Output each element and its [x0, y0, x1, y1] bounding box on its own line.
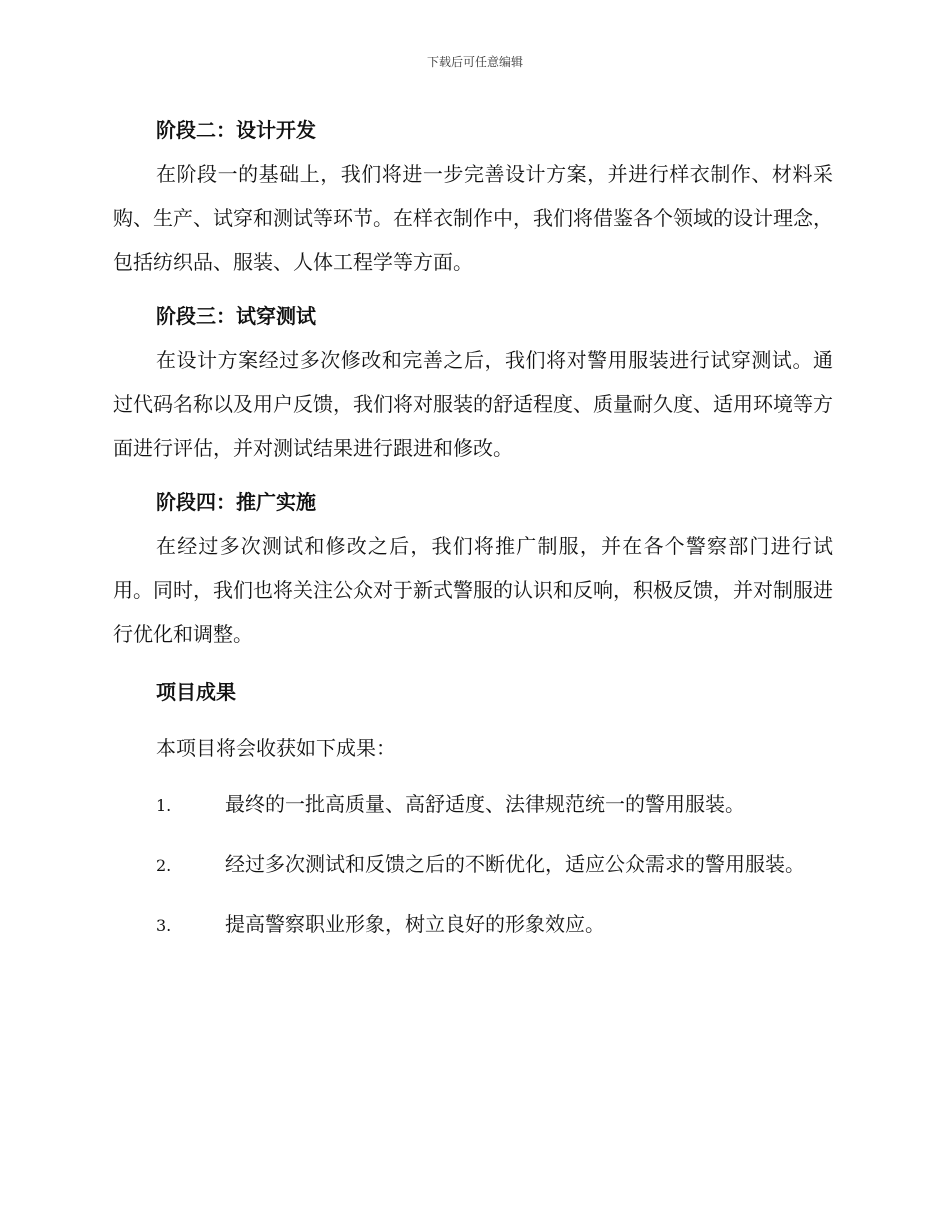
results-intro: 本项目将会收获如下成果： — [156, 736, 396, 760]
list-item-text: 提高警察职业形象，树立良好的形象效应。 — [225, 912, 605, 936]
document-body — [113, 108, 833, 962]
list-item — [113, 842, 833, 888]
list-item-number: 1. — [156, 796, 172, 815]
stage2-paragraph: 在阶段一的基础上，我们将进一步完善设计方案，并进行样衣制作、材料采购、生产、试穿和测试等环节。在样衣制作中，我们将借鉴各个领域的设计理念，包括纺织品、服装、人体工程学等方面。 — [113, 162, 833, 274]
results-list — [113, 782, 833, 948]
stage3-paragraph: 在设计方案经过多次修改和完善之后，我们将对警用服装进行试穿测试。通过代码名称以及用户反馈，我们将对服装的舒适程度、质量耐久度、适用环境等方面进行评估，并对测试结果进行跟进和修改。 — [113, 348, 833, 460]
list-item-text: 经过多次测试和反馈之后的不断优化，适应公众需求的警用服装。 — [225, 852, 805, 876]
list-item — [113, 902, 833, 948]
list-item-text: 最终的一批高质量、高舒适度、法律规范统一的警用服装。 — [225, 792, 745, 816]
page-header: 下载后可任意编辑 — [426, 55, 523, 69]
stage3-heading: 阶段三：试穿测试 — [156, 304, 316, 328]
list-item-number: 2. — [156, 856, 172, 875]
list-item-number: 3. — [156, 916, 172, 935]
list-item — [113, 782, 833, 828]
stage2-heading: 阶段二：设计开发 — [156, 118, 316, 142]
stage4-paragraph: 在经过多次测试和修改之后，我们将推广制服，并在各个警察部门进行试用。同时，我们也将关注公众对于新式警服的认识和反响，积极反馈，并对制服进行优化和调整。 — [113, 534, 833, 646]
results-heading: 项目成果 — [156, 680, 236, 704]
stage4-heading: 阶段四：推广实施 — [156, 490, 316, 514]
